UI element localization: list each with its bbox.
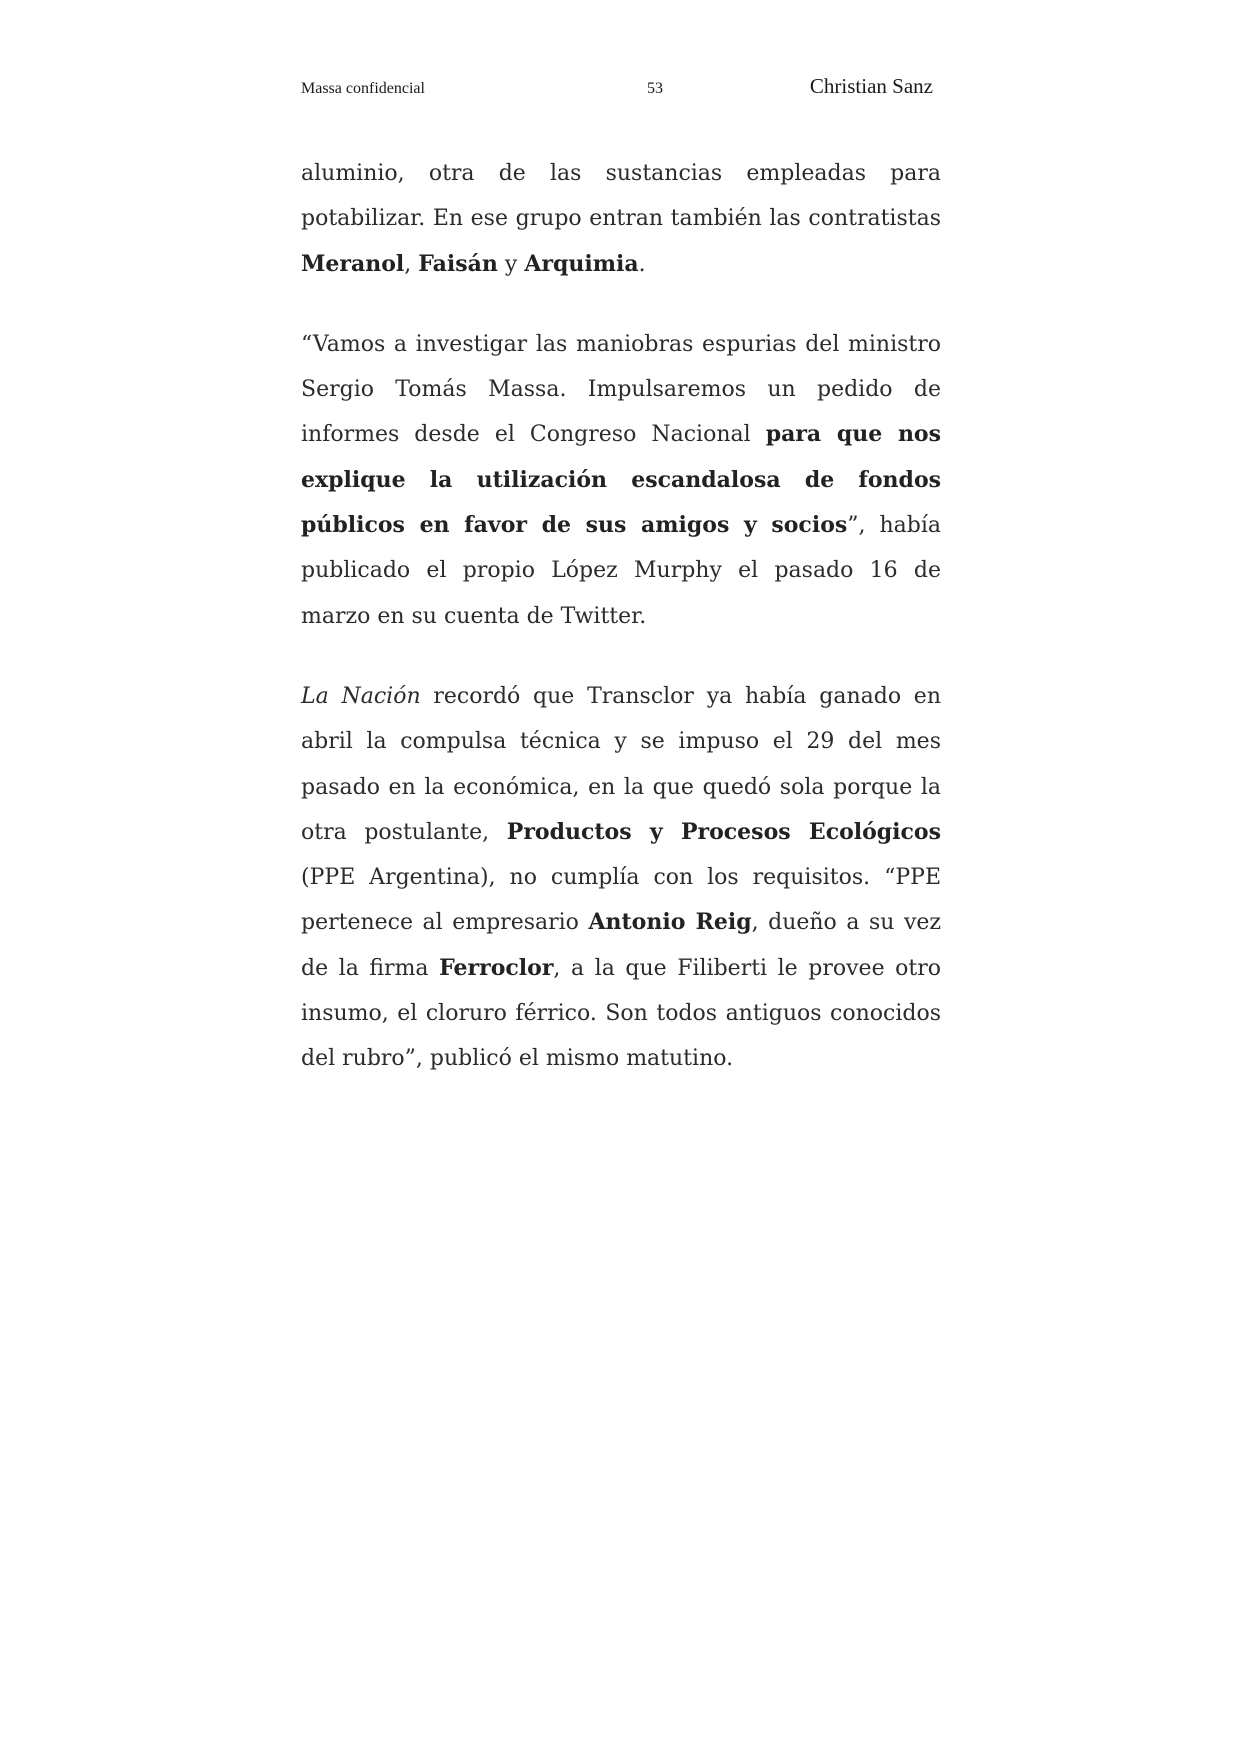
paragraph (301, 151, 941, 287)
text-run: recordó que Transclor ya había ganado en abril la compulsa técnica y se impuso el 29 del mes pasado en la económica, en la que quedó sola porque la otra postulante, (301, 683, 941, 845)
text-run: “Vamos a investigar las maniobras espurias del ministro Sergio Tomás Massa. Impulsaremos un pedido de informes desde el Congreso Nacional (301, 331, 941, 448)
text-run: , dueño a su vez de la firma (301, 910, 941, 981)
book-title: Massa confidencial (301, 80, 425, 97)
text-run: ”, había publicado el propio López Murphy el pasado 16 de marzo en su cuenta de Twitter. (301, 513, 941, 629)
page-header (301, 76, 941, 106)
bold-text: Meranol (301, 250, 405, 277)
italic-text: La Nación (301, 683, 421, 709)
bold-text: Ferroclor (439, 954, 554, 981)
text-run: y (497, 251, 525, 277)
bold-text: Antonio Reig (588, 909, 752, 936)
text-run: . (638, 251, 646, 277)
body-text (301, 151, 941, 1117)
paragraph (301, 322, 941, 639)
bold-text: Faisán (418, 250, 498, 277)
text-run: , (404, 251, 419, 277)
paragraph (301, 674, 941, 1082)
page-number: 53 (647, 80, 663, 97)
bold-text: Productos y Procesos Ecológicos (506, 818, 941, 845)
bold-text: Arquimia (524, 250, 639, 277)
author-name: Christian Sanz (809, 74, 933, 98)
text-run: (PPE Argentina), no cumplía con los requisitos. “PPE pertenece al empresario (301, 865, 941, 936)
text-run: aluminio, otra de las sustancias empleadas para potabilizar. En ese grupo entran también las contratistas (301, 161, 941, 232)
text-run: , a la que Filiberti le provee otro insumo, el cloruro férrico. Son todos antiguos conocidos del rubro”, publicó el mismo matutino. (301, 955, 941, 1072)
bold-text: para que nos explique la utilización escandalosa de fondos públicos en favor de sus amigos y socios (301, 421, 941, 539)
